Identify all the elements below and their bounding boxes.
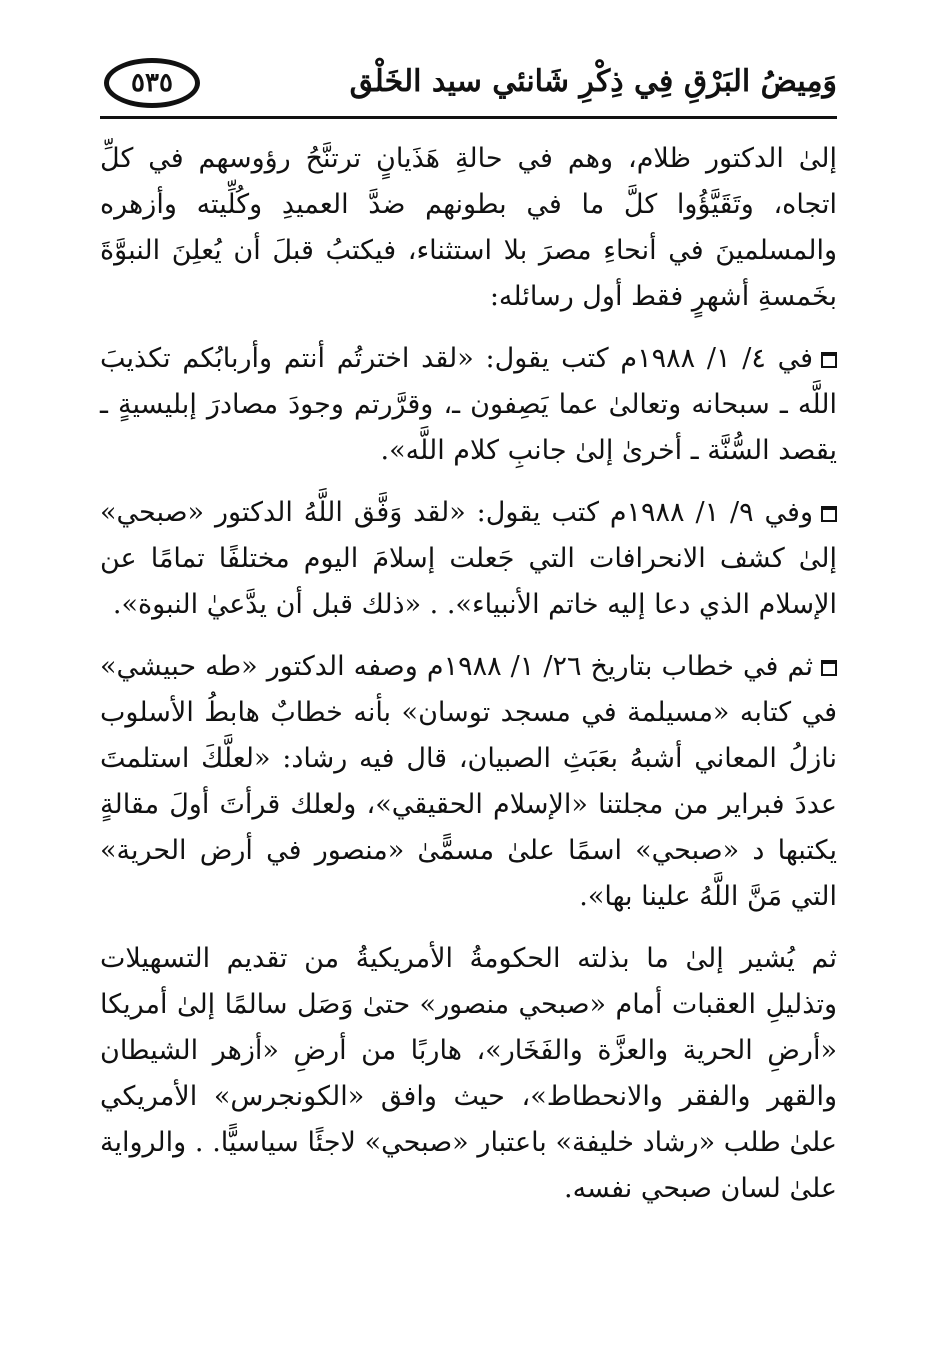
paragraph-letter-1 [100,336,837,474]
square-bullet-icon [821,506,837,522]
paragraph-letter-2 [100,490,837,628]
paragraph-text: ثم في خطاب بتاريخ ٢٦/ ١/ ١٩٨٨م وصفه الدكتور «طه حبيشي» في كتابه «مسيلمة في مسجد توسان» بأنه خطابٌ هابطُ الأسلوب نازلُ المعاني أشبهُ بعَبَثِ الصبيان، قال فيه رشاد: «لعلَّكَ استلمتَ عددَ فبراير من مجلتنا «الإسلام الحقيقي»، ولعلك قرأتَ أولَ مقالةٍ يكتبها د «صبحي» اسمًا علىٰ مسمًّىٰ «منصور في أرض الحرية» التي مَنَّ اللَّهُ علينا بها». [100,651,837,912]
header-divider [100,116,837,119]
page-number: ٥٣٥ [104,58,200,108]
running-title: وَمِيضُ البَرْقِ فِي ذِكْرِ شَانئي سيد الخَلْق [349,64,837,99]
paragraph-text: في ٤/ ١/ ١٩٨٨م كتب يقول: «لقد اخترتُم أنتم وأربابُكم تكذيبَ اللَّه ـ سبحانه وتعالىٰ عما يَصِفون ـ، وقرَّرتم وجودَ مصادرَ إبليسيةٍ ـ يقصد السُّنَّة ـ أخرىٰ إلىٰ جانبِ كلام اللَّه». [100,343,837,466]
page-header [100,50,837,120]
paragraph-intro [100,136,837,320]
paragraph-closing [100,936,837,1212]
paragraph-text: ثم يُشير إلىٰ ما بذلته الحكومةُ الأمريكيةُ من تقديم التسهيلات وتذليلِ العقبات أمام «صبحي منصور» حتىٰ وَصَل سالمًا إلىٰ أمريكا «أرضِ الحرية والعزَّة والفَخَار»، هاربًا من أرضِ «أزهر الشيطان والقهر والفقر والانحطاط»، حيث وافق «الكونجرس» الأمريكي علىٰ طلب «رشاد خليفة» باعتبار «صبحي» لاجئًا سياسيًّا. . والرواية علىٰ لسان صبحي نفسه. [100,943,837,1204]
square-bullet-icon [821,352,837,368]
square-bullet-icon [821,660,837,676]
page-body [100,136,837,1228]
paragraph-text: وفي ٩/ ١/ ١٩٨٨م كتب يقول: «لقد وَفَّق اللَّهُ الدكتور «صبحي» إلىٰ كشف الانحرافات التي جَعلت إسلامَ اليوم مختلفًا تمامًا عن الإسلام الذي دعا إليه خاتم الأنبياء». . «ذلك قبل أن يدَّعيٰ النبوة». [100,497,837,620]
paragraph-letter-3 [100,644,837,920]
paragraph-text: إلىٰ الدكتور ظلام، وهم في حالةِ هَذَيانٍ ترتنَّحُ رؤوسهم في كلِّ اتجاه، وتَقَيَّؤُوا كلَّ ما في بطونهم ضدَّ العميدِ وكُلِّيته وأزهره والمسلمينَ في أنحاءِ مصرَ بلا استثناء، فيكتبُ قبلَ أن يُعلِنَ النبوَّةَ بخَمسةِ أشهرٍ فقط أول رسائله: [100,143,837,312]
